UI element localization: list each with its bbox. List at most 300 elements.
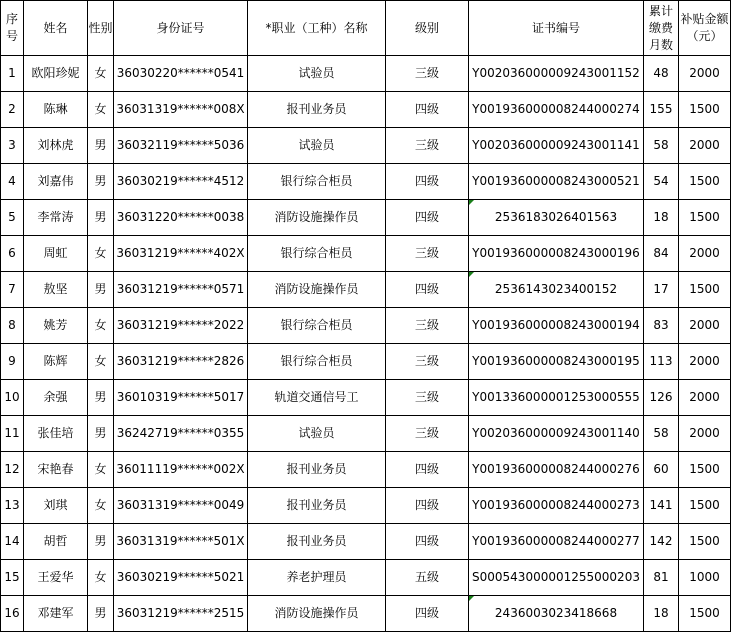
table-row — [1, 308, 731, 344]
cell-name — [24, 416, 88, 452]
cell-seq — [1, 308, 24, 344]
cell-occupation — [248, 344, 386, 380]
cell-id-number-text: 36242719******0355 — [116, 426, 245, 440]
cell-seq-text: 11 — [4, 426, 20, 440]
cell-months-text: 84 — [653, 246, 669, 260]
cell-level — [386, 488, 469, 524]
cell-name-text: 陈琳 — [43, 102, 68, 116]
cell-gender — [88, 236, 114, 272]
cell-amount — [679, 596, 731, 632]
cell-occupation — [248, 452, 386, 488]
cell-seq-text: 13 — [4, 498, 20, 512]
cell-gender — [88, 452, 114, 488]
cell-occupation-text: 试验员 — [298, 138, 335, 152]
cell-cert-no — [469, 344, 644, 380]
cell-name — [24, 452, 88, 488]
cell-level — [386, 56, 469, 92]
cell-cert-no-text: Y002036000009243001141 — [472, 138, 640, 152]
cell-gender-text: 女 — [94, 570, 107, 584]
cell-level — [386, 200, 469, 236]
cell-amount — [679, 128, 731, 164]
cell-seq — [1, 344, 24, 380]
cell-cert-no — [469, 308, 644, 344]
table-row — [1, 200, 731, 236]
cell-name — [24, 128, 88, 164]
cell-cert-no-text: 2536183026401563 — [494, 210, 618, 224]
cell-name — [24, 344, 88, 380]
cell-occupation-text: 消防设施操作员 — [274, 210, 359, 224]
cell-occupation-text: 消防设施操作员 — [274, 282, 359, 296]
cell-gender-text: 男 — [94, 210, 107, 224]
cell-level-text: 三级 — [414, 354, 439, 368]
cell-name-text: 邓建军 — [37, 606, 74, 620]
cell-name — [24, 56, 88, 92]
cell-gender-text: 女 — [94, 498, 107, 512]
table-row — [1, 272, 731, 308]
cell-level — [386, 344, 469, 380]
cell-cert-no — [469, 92, 644, 128]
cell-level — [386, 272, 469, 308]
cell-months-text: 48 — [653, 66, 669, 80]
cell-amount — [679, 236, 731, 272]
cell-id-number-text: 36031319******0049 — [116, 498, 245, 512]
header-cert-no: 证书编号 — [469, 1, 644, 56]
cell-months-text: 141 — [649, 498, 673, 512]
cell-id-number-text: 36031219******0571 — [116, 282, 245, 296]
cell-seq-text: 10 — [4, 390, 20, 404]
cell-level — [386, 380, 469, 416]
cell-occupation — [248, 200, 386, 236]
header-level: 级别 — [386, 1, 469, 56]
cell-cert-no — [469, 452, 644, 488]
cell-months — [644, 524, 679, 560]
cell-id-number — [114, 596, 248, 632]
cell-amount-text: 2000 — [689, 426, 720, 440]
cell-occupation-text: 试验员 — [298, 426, 335, 440]
cell-gender-text: 女 — [94, 318, 107, 332]
cell-occupation — [248, 92, 386, 128]
cell-name-text: 宋艳春 — [37, 462, 74, 476]
cell-cert-no — [469, 488, 644, 524]
cell-id-number-text: 36030219******4512 — [116, 174, 245, 188]
cell-name — [24, 308, 88, 344]
cell-cert-no — [469, 164, 644, 200]
cell-gender-text: 男 — [94, 390, 107, 404]
cell-name-text: 刘嘉伟 — [37, 174, 74, 188]
cell-level-text: 四级 — [414, 174, 439, 188]
cell-id-number-text: 36031219******2515 — [116, 606, 245, 620]
cell-seq-text: 16 — [4, 606, 20, 620]
cell-occupation-text: 消防设施操作员 — [274, 606, 359, 620]
cell-months — [644, 308, 679, 344]
cell-months-text: 17 — [653, 282, 669, 296]
cell-occupation-text: 报刊业务员 — [286, 498, 347, 512]
cell-name-text: 李常涛 — [37, 210, 74, 224]
cell-gender-text: 男 — [94, 426, 107, 440]
cell-level — [386, 128, 469, 164]
cell-months — [644, 380, 679, 416]
cell-cert-no-text: Y001936000008244000274 — [472, 102, 640, 116]
cell-months-text: 18 — [653, 210, 669, 224]
cell-months-text: 54 — [653, 174, 669, 188]
cell-cert-no-text: Y001936000008244000276 — [472, 462, 640, 476]
cell-amount — [679, 164, 731, 200]
cell-name — [24, 380, 88, 416]
cell-name — [24, 560, 88, 596]
cell-months-text: 58 — [653, 138, 669, 152]
cell-seq — [1, 560, 24, 596]
cell-seq — [1, 524, 24, 560]
cell-id-number — [114, 380, 248, 416]
cell-seq-text: 8 — [8, 318, 16, 332]
cell-id-number-text: 36030219******5021 — [116, 570, 245, 584]
cell-seq — [1, 380, 24, 416]
cell-occupation-text: 银行综合柜员 — [280, 174, 353, 188]
cell-occupation-text: 报刊业务员 — [286, 102, 347, 116]
cell-name-text: 刘琪 — [43, 498, 68, 512]
cell-level-text: 四级 — [414, 282, 439, 296]
cell-id-number — [114, 272, 248, 308]
cell-cert-no — [469, 524, 644, 560]
cell-cert-no — [469, 128, 644, 164]
cell-gender — [88, 344, 114, 380]
cell-id-number — [114, 344, 248, 380]
cell-cert-no — [469, 236, 644, 272]
cell-name-text: 敖坚 — [43, 282, 68, 296]
cell-gender — [88, 308, 114, 344]
cell-level-text: 四级 — [414, 210, 439, 224]
cell-level — [386, 452, 469, 488]
header-gender: 性别 — [88, 1, 114, 56]
cell-name — [24, 272, 88, 308]
cell-months — [644, 452, 679, 488]
cell-occupation-text: 试验员 — [298, 66, 335, 80]
cell-id-number-text: 36031219******2826 — [116, 354, 245, 368]
cell-occupation — [248, 560, 386, 596]
cell-amount — [679, 272, 731, 308]
cell-seq-text: 9 — [8, 354, 16, 368]
cell-gender-text: 女 — [94, 102, 107, 116]
cell-amount — [679, 452, 731, 488]
green-corner-marker — [469, 596, 474, 601]
cell-occupation — [248, 272, 386, 308]
cell-months — [644, 200, 679, 236]
cell-amount — [679, 524, 731, 560]
cell-name — [24, 524, 88, 560]
cell-id-number — [114, 560, 248, 596]
table-row — [1, 164, 731, 200]
cell-months — [644, 344, 679, 380]
cell-amount-text: 1500 — [689, 282, 720, 296]
cell-months-text: 155 — [649, 102, 673, 116]
cell-name — [24, 164, 88, 200]
cell-gender — [88, 560, 114, 596]
cell-level-text: 四级 — [414, 498, 439, 512]
cell-gender — [88, 164, 114, 200]
cell-seq-text: 7 — [8, 282, 16, 296]
cell-gender-text: 男 — [94, 282, 107, 296]
cell-gender — [88, 380, 114, 416]
cell-months — [644, 92, 679, 128]
cell-cert-no-text: Y001936000008244000273 — [472, 498, 640, 512]
cell-seq — [1, 56, 24, 92]
table-row — [1, 488, 731, 524]
cell-occupation-text: 轨道交通信号工 — [274, 390, 359, 404]
cell-id-number — [114, 236, 248, 272]
cell-id-number — [114, 452, 248, 488]
cell-level-text: 五级 — [414, 570, 439, 584]
cell-cert-no-text: Y002036000009243001152 — [472, 66, 640, 80]
cell-cert-no — [469, 416, 644, 452]
cell-amount-text: 1000 — [689, 570, 720, 584]
cell-seq — [1, 128, 24, 164]
cell-gender-text: 女 — [94, 66, 107, 80]
cell-id-number-text: 36030220******0541 — [116, 66, 245, 80]
cell-level — [386, 236, 469, 272]
cell-months-text: 18 — [653, 606, 669, 620]
cell-name — [24, 488, 88, 524]
cell-months-text: 58 — [653, 426, 669, 440]
table-row — [1, 380, 731, 416]
table-row — [1, 236, 731, 272]
cell-cert-no-text: S000543000001255000203 — [472, 570, 640, 584]
cell-gender-text: 女 — [94, 246, 107, 260]
cell-seq-text: 4 — [8, 174, 16, 188]
cell-id-number — [114, 56, 248, 92]
cell-occupation — [248, 380, 386, 416]
cell-cert-no-text: Y001936000008243000196 — [472, 246, 640, 260]
header-name: 姓名 — [24, 1, 88, 56]
cell-occupation — [248, 164, 386, 200]
cell-occupation — [248, 308, 386, 344]
cell-id-number-text: 36032119******5036 — [116, 138, 245, 152]
cell-name-text: 周虹 — [43, 246, 68, 260]
cell-gender — [88, 524, 114, 560]
cell-name — [24, 200, 88, 236]
cell-level — [386, 596, 469, 632]
table-row — [1, 56, 731, 92]
cell-level-text: 三级 — [414, 66, 439, 80]
cell-seq-text: 15 — [4, 570, 20, 584]
cell-gender-text: 男 — [94, 174, 107, 188]
cell-level-text: 四级 — [414, 462, 439, 476]
cell-cert-no — [469, 272, 644, 308]
cell-occupation — [248, 416, 386, 452]
cell-name-text: 胡哲 — [43, 534, 68, 548]
cell-cert-no-text: Y001936000008243000194 — [472, 318, 640, 332]
header-row — [1, 1, 731, 56]
cell-months — [644, 164, 679, 200]
cell-occupation — [248, 596, 386, 632]
cell-level-text: 三级 — [414, 426, 439, 440]
green-corner-marker — [469, 200, 474, 205]
table-row — [1, 524, 731, 560]
cell-cert-no-text: 2536143023400152 — [494, 282, 618, 296]
cell-cert-no — [469, 596, 644, 632]
table-row — [1, 560, 731, 596]
cell-seq-text: 6 — [8, 246, 16, 260]
cell-seq — [1, 200, 24, 236]
cell-level-text: 四级 — [414, 606, 439, 620]
cell-amount — [679, 308, 731, 344]
cell-months-text: 60 — [653, 462, 669, 476]
cell-months — [644, 560, 679, 596]
cell-name-text: 余强 — [43, 390, 68, 404]
cell-occupation-text: 报刊业务员 — [286, 462, 347, 476]
cell-level-text: 三级 — [414, 246, 439, 260]
cell-occupation-text: 银行综合柜员 — [280, 354, 353, 368]
cell-id-number — [114, 92, 248, 128]
cell-name-text: 陈辉 — [43, 354, 68, 368]
cell-seq-text: 12 — [4, 462, 20, 476]
cell-id-number-text: 36031220******0038 — [116, 210, 245, 224]
cell-months-text: 113 — [649, 354, 673, 368]
cell-gender — [88, 416, 114, 452]
cell-occupation — [248, 524, 386, 560]
cell-seq-text: 14 — [4, 534, 20, 548]
cell-amount-text: 1500 — [689, 210, 720, 224]
cell-level — [386, 92, 469, 128]
cell-amount — [679, 488, 731, 524]
cell-level — [386, 308, 469, 344]
cell-months-text: 142 — [649, 534, 673, 548]
cell-amount-text: 2000 — [689, 390, 720, 404]
cell-cert-no-text: Y001936000008243000195 — [472, 354, 640, 368]
header-id-number: 身份证号 — [114, 1, 248, 56]
cell-occupation — [248, 56, 386, 92]
cell-id-number — [114, 416, 248, 452]
cell-level-text: 四级 — [414, 534, 439, 548]
cell-seq — [1, 236, 24, 272]
cell-gender — [88, 200, 114, 236]
cell-occupation-text: 报刊业务员 — [286, 534, 347, 548]
cell-occupation-text: 银行综合柜员 — [280, 318, 353, 332]
cell-amount-text: 1500 — [689, 462, 720, 476]
cell-id-number-text: 36011119******002X — [116, 462, 245, 476]
cell-level — [386, 416, 469, 452]
cell-seq-text: 1 — [8, 66, 16, 80]
cell-level-text: 三级 — [414, 318, 439, 332]
table-row — [1, 596, 731, 632]
cell-id-number — [114, 128, 248, 164]
cell-seq — [1, 452, 24, 488]
table-header — [1, 1, 731, 56]
cell-cert-no-text: Y001336000001253000555 — [472, 390, 640, 404]
cell-name — [24, 236, 88, 272]
header-months: 累计缴费月数 — [644, 1, 679, 56]
cell-cert-no-text: 2436003023418668 — [494, 606, 618, 620]
cell-id-number — [114, 200, 248, 236]
cell-amount — [679, 416, 731, 452]
cell-name-text: 欧阳珍妮 — [31, 66, 80, 80]
cell-gender — [88, 56, 114, 92]
cell-seq — [1, 164, 24, 200]
cell-level — [386, 164, 469, 200]
cell-occupation-text: 银行综合柜员 — [280, 246, 353, 260]
cell-id-number-text: 36031219******402X — [116, 246, 245, 260]
cell-amount-text: 2000 — [689, 66, 720, 80]
cell-months — [644, 128, 679, 164]
cell-cert-no — [469, 560, 644, 596]
cell-months — [644, 272, 679, 308]
cell-amount — [679, 200, 731, 236]
cell-id-number-text: 36031319******008X — [116, 102, 245, 116]
cell-cert-no — [469, 56, 644, 92]
cell-amount-text: 2000 — [689, 246, 720, 260]
cell-seq — [1, 596, 24, 632]
cell-cert-no-text: Y001936000008243000521 — [472, 174, 640, 188]
cell-months — [644, 56, 679, 92]
cell-occupation — [248, 488, 386, 524]
cell-name-text: 姚芳 — [43, 318, 68, 332]
header-seq: 序号 — [1, 1, 24, 56]
cell-amount-text: 1500 — [689, 102, 720, 116]
cell-amount-text: 2000 — [689, 138, 720, 152]
cell-seq — [1, 92, 24, 128]
cell-gender-text: 男 — [94, 606, 107, 620]
cell-id-number — [114, 308, 248, 344]
cell-id-number-text: 36031319******501X — [116, 534, 245, 548]
cell-seq — [1, 272, 24, 308]
cell-months-text: 126 — [649, 390, 673, 404]
cell-amount-text: 1500 — [689, 174, 720, 188]
cell-level — [386, 560, 469, 596]
cell-id-number — [114, 164, 248, 200]
cell-seq — [1, 416, 24, 452]
cell-amount — [679, 92, 731, 128]
cell-level — [386, 524, 469, 560]
cell-id-number-text: 36010319******5017 — [116, 390, 245, 404]
cell-name — [24, 92, 88, 128]
cell-cert-no — [469, 200, 644, 236]
cell-gender — [88, 596, 114, 632]
cell-gender-text: 女 — [94, 354, 107, 368]
table-body — [1, 56, 731, 632]
cell-seq-text: 5 — [8, 210, 16, 224]
cell-level-text: 三级 — [414, 390, 439, 404]
cell-seq-text: 2 — [8, 102, 16, 116]
cell-amount-text: 1500 — [689, 498, 720, 512]
cell-gender — [88, 92, 114, 128]
cell-name-text: 刘林虎 — [37, 138, 74, 152]
cell-months — [644, 416, 679, 452]
cell-gender — [88, 488, 114, 524]
table-row — [1, 416, 731, 452]
cell-amount — [679, 380, 731, 416]
cell-level-text: 三级 — [414, 138, 439, 152]
table-row — [1, 92, 731, 128]
cell-amount-text: 2000 — [689, 318, 720, 332]
cell-months-text: 81 — [653, 570, 669, 584]
cell-seq-text: 3 — [8, 138, 16, 152]
cell-id-number-text: 36031219******2022 — [116, 318, 245, 332]
cell-months — [644, 236, 679, 272]
cell-name-text: 张佳培 — [37, 426, 74, 440]
cell-name — [24, 596, 88, 632]
cell-amount — [679, 56, 731, 92]
cell-gender-text: 女 — [94, 462, 107, 476]
cell-months — [644, 488, 679, 524]
green-corner-marker — [469, 272, 474, 277]
header-amount: 补贴金额（元） — [679, 1, 731, 56]
cell-amount — [679, 560, 731, 596]
cell-name-text: 王爱华 — [37, 570, 74, 584]
cell-gender-text: 男 — [94, 534, 107, 548]
cell-cert-no — [469, 380, 644, 416]
cell-amount-text: 1500 — [689, 606, 720, 620]
header-occupation: *职业（工种）名称 — [248, 1, 386, 56]
cell-cert-no-text: Y002036000009243001140 — [472, 426, 640, 440]
